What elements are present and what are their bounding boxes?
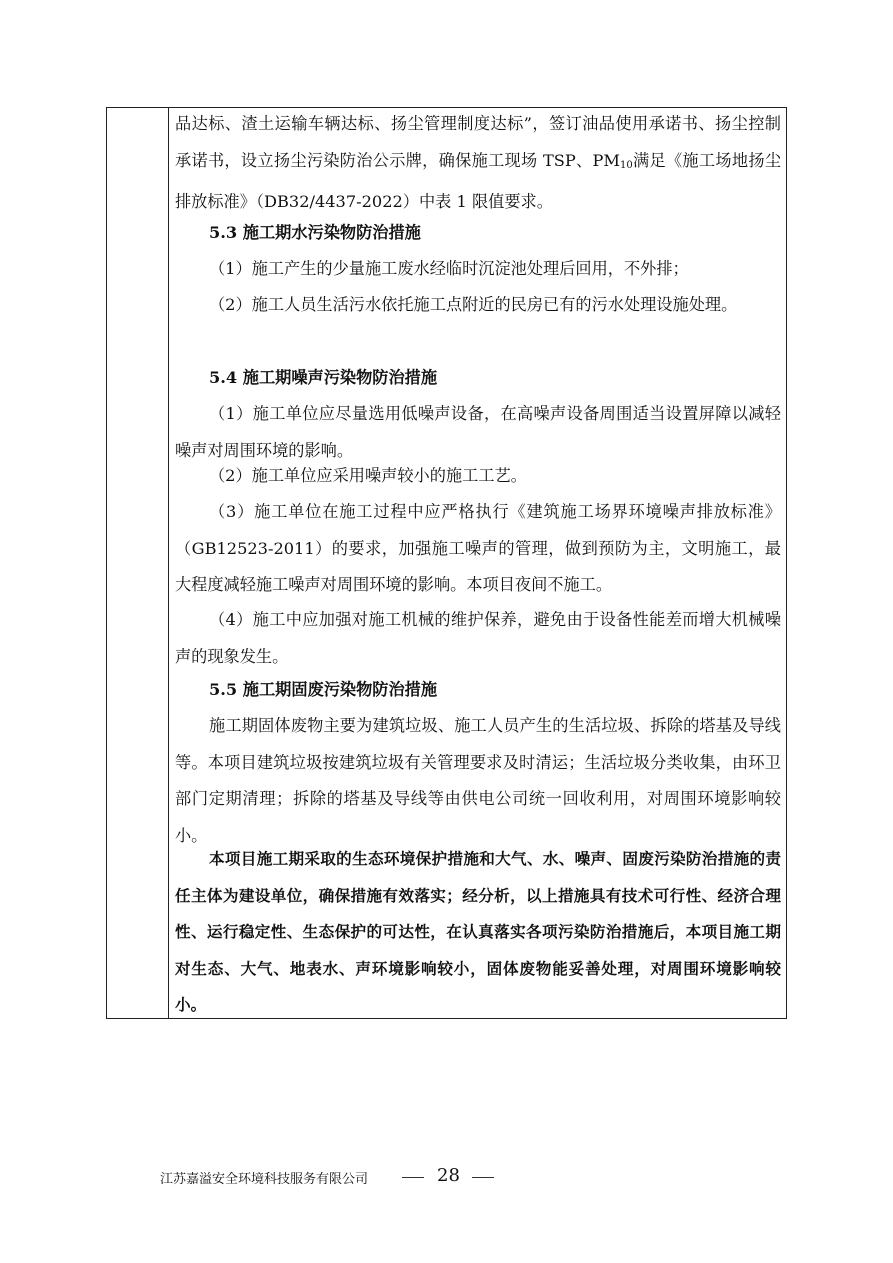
page-number: 28 — [437, 1165, 460, 1186]
paragraph-solid-waste: 施工期固体废物主要为建筑垃圾、施工人员产生的生活垃圾、拆除的塔基及导线等。本项目建筑垃圾按建筑垃圾有关管理要求及时清运；生活垃圾分类收集，由环卫部门定期清理；拆除的塔基及导线等由供电公司统一回收利用，对周围环境影响较小。 — [175, 716, 781, 845]
page-footer — [160, 1165, 560, 1189]
paragraph-noise-2: （2）施工单位应采用噪声较小的施工工艺。 — [209, 466, 527, 485]
paragraph-noise-3: （3）施工单位在施工过程中应严格执行《建筑施工场界环境噪声排放标准》（GB12523-2011）的要求，加强施工噪声的管理，做到预防为主，文明施工，最大程度减轻施工噪声对周围环境的影响。本项目夜间不施工。 — [175, 502, 781, 594]
paragraph-water-1: （1）施工产生的少量施工废水经临时沉淀池处理后回用，不外排； — [209, 259, 689, 278]
paragraph-water-2: （2）施工人员生活污水依托施工点附近的民房已有的污水处理设施处理。 — [209, 295, 738, 314]
paragraph-dust-control: 品达标、渣土运输车辆达标、扬尘管理制度达标”，签订油品使用承诺书、扬尘控制承诺书，设立扬尘污染防治公示牌，确保施工现场 TSP、$PM_{10}$满足《施工场地扬尘排放标准》（DB32/4437-2022）中表 1 限值要求。 — [175, 114, 782, 211]
page-number-dash-left — [402, 1177, 424, 1178]
footer-company: 江苏嘉溢安全环境科技服务有限公司 — [160, 1172, 369, 1187]
content-table — [106, 107, 787, 1019]
paragraph-noise-1: （1）施工单位应尽量选用低噪声设备，在高噪声设备周围适当设置屏障以减轻噪声对周围环境的影响。 — [175, 404, 781, 460]
heading-5-5: 5.5 施工期固废污染物防治措施 — [209, 680, 438, 699]
heading-5-3: 5.3 施工期水污染物防治措施 — [209, 223, 421, 242]
table-left-column — [107, 108, 169, 1018]
paragraph-noise-4: （4）施工中应加强对施工机械的维护保养，避免由于设备性能差而增大机械噪声的现象发生。 — [175, 610, 781, 666]
page-number-dash-right — [472, 1177, 494, 1178]
heading-5-4: 5.4 施工期噪声污染物防治措施 — [209, 368, 438, 387]
paragraph-conclusion: 本项目施工期采取的生态环境保护措施和大气、水、噪声、固废污染防治措施的责任主体为建设单位，确保措施有效落实；经分析，以上措施具有技术可行性、经济合理性、运行稳定性、生态保护的可达性，在认真落实各项污染防治措施后，本项目施工期对生态、大气、地表水、声环境影响较小，固体废物能妥善处理，对周围环境影响较小。 — [175, 850, 781, 1014]
